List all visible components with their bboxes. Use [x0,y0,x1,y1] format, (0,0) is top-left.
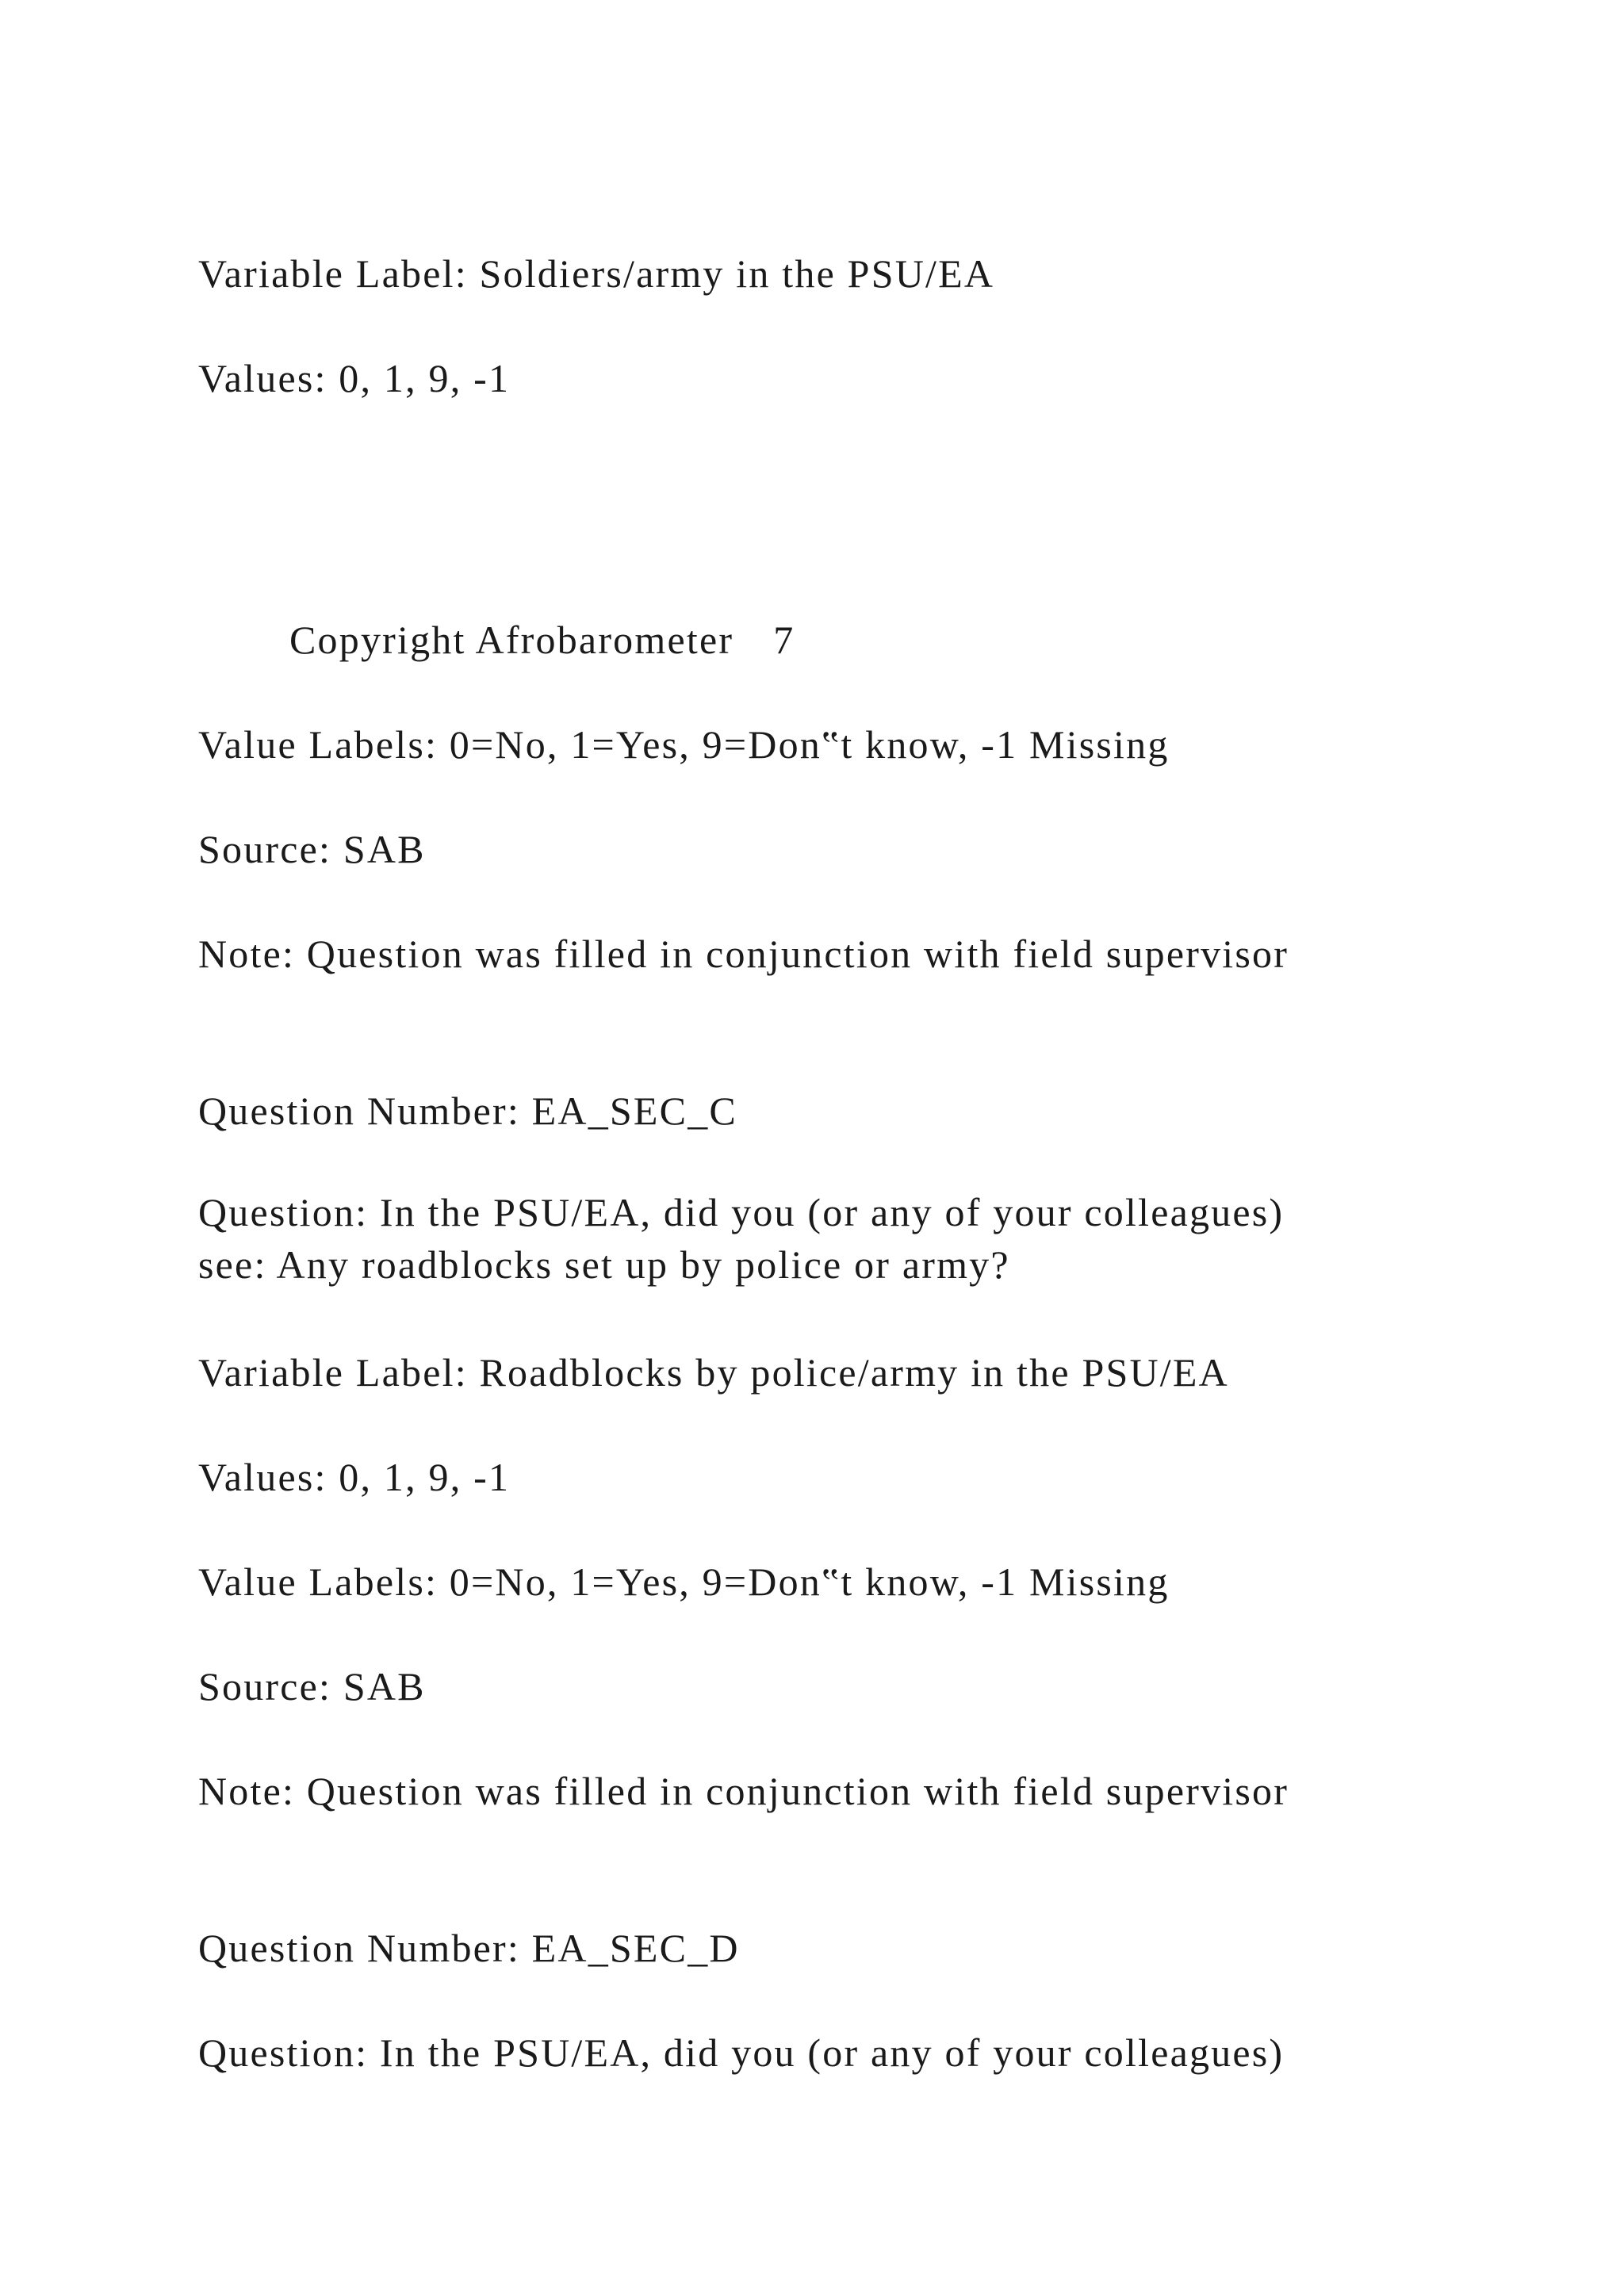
note-soldiers: Note: Question was filled in conjunction with field supervisor [198,932,1289,976]
question-ea-sec-c [198,1186,1284,1291]
copyright-text: Copyright Afrobarometer [289,618,734,662]
page-footer [289,620,795,660]
source-soldiers: Source: SAB [198,827,426,871]
source-roadblocks: Source: SAB [198,1664,426,1709]
value-labels-roadblocks: Value Labels: 0=No, 1=Yes, 9=Don‟t know, -1 Missing [198,1559,1170,1604]
question-number-ea-sec-c: Question Number: EA_SEC_C [198,1089,737,1133]
question-number-ea-sec-d: Question Number: EA_SEC_D [198,1926,740,1970]
values-soldiers: Values: 0, 1, 9, -1 [198,356,511,400]
values-roadblocks: Values: 0, 1, 9, -1 [198,1455,511,1499]
question-ea-sec-d-line-1: Question: In the PSU/EA, did you (or any of your colleagues) [198,2030,1285,2075]
note-roadblocks: Note: Question was filled in conjunction with field supervisor [198,1769,1289,1813]
question-line-2: see: Any roadblocks set up by police or army? [198,1242,1010,1287]
variable-label-soldiers: Variable Label: Soldiers/army in the PSU/EA [198,251,995,296]
value-labels-soldiers: Value Labels: 0=No, 1=Yes, 9=Don‟t know, -1 Missing [198,722,1170,767]
question-line-1: Question: In the PSU/EA, did you (or any of your colleagues) [198,1190,1285,1234]
variable-label-roadblocks: Variable Label: Roadblocks by police/army in the PSU/EA [198,1350,1229,1395]
page-number: 7 [773,618,795,662]
